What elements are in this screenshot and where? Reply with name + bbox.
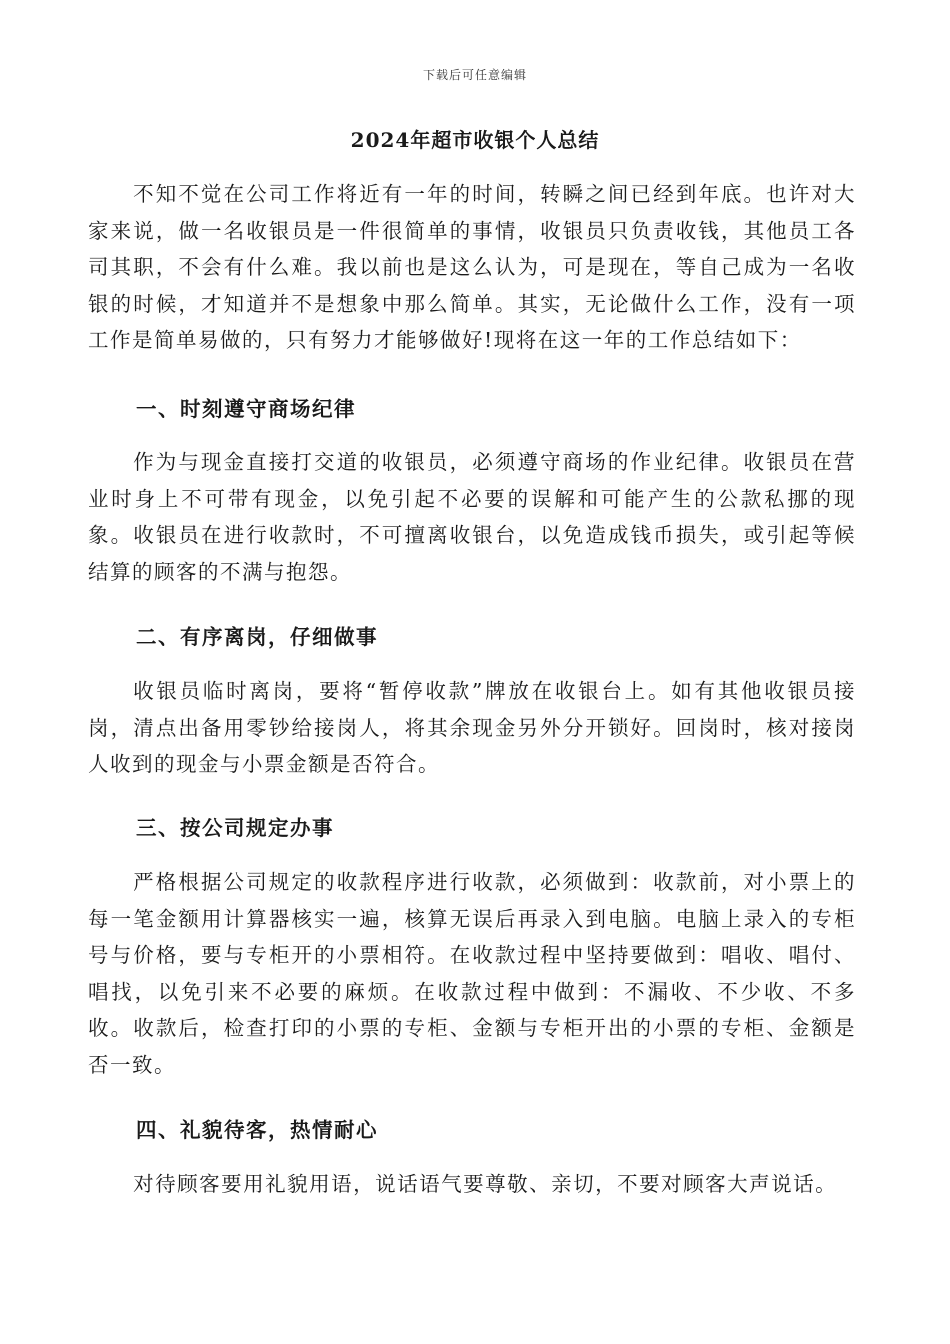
section-1-heading: 一、时刻遵守商场纪律 bbox=[136, 397, 356, 421]
intro-paragraph: 不知不觉在公司工作将近有一年的时间，转瞬之间已经到年底。也许对大家来说，做一名收银员是一件很简单的事情，收银员只负责收钱，其他员工各司其职，不会有什么难。我以前也是这么认为，可是现在，等自己成为一名收银的时候，才知道并不是想象中那么简单。其实，无论做什么工作，没有一项工作是简单易做的，只有努力才能够做好!现将在这一年的工作总结如下： bbox=[88, 182, 856, 353]
section-4-block bbox=[88, 1166, 856, 1203]
intro-paragraph-block bbox=[88, 176, 856, 359]
section-2-paragraph: 收银员临时离岗，要将“暂停收款”牌放在收银台上。如有其他收银员接岗，清点出备用零钞给接岗人，将其余现金另外分开锁好。回岗时，核对接岗人收到的现金与小票金额是否符合。 bbox=[88, 679, 856, 777]
section-1-paragraph: 作为与现金直接打交道的收银员，必须遵守商场的作业纪律。收银员在营业时身上不可带有现金，以免引起不必要的误解和可能产生的公款私挪的现象。收银员在进行收款时，不可擅离收银台，以免造成钱币损失，或引起等候结算的顾客的不满与抱怨。 bbox=[88, 450, 856, 584]
section-3-heading: 三、按公司规定办事 bbox=[136, 816, 334, 840]
section-3-paragraph: 严格根据公司规定的收款程序进行收款，必须做到：收款前，对小票上的每一笔金额用计算器核实一遍，核算无误后再录入到电脑。电脑上录入的专柜号与价格，要与专柜开的小票相符。在收款过程中坚持要做到：唱收、唱付、唱找，以免引来不必要的麻烦。在收款过程中做到：不漏收、不少收、不多收。收款后，检查打印的小票的专柜、金额与专柜开出的小票的专柜、金额是否一致。 bbox=[88, 870, 856, 1077]
section-2-block bbox=[88, 673, 856, 783]
header-note: 下载后可任意编辑 bbox=[422, 68, 527, 82]
section-1-block bbox=[88, 444, 856, 590]
document-title: 2024年超市收银个人总结 bbox=[350, 128, 600, 152]
section-4-paragraph: 对待顾客要用礼貌用语，说话语气要尊敬、亲切，不要对顾客大声说话。 bbox=[133, 1172, 838, 1196]
section-4-heading: 四、礼貌待客，热情耐心 bbox=[136, 1118, 378, 1142]
section-3-block bbox=[88, 864, 856, 1084]
section-2-heading: 二、有序离岗，仔细做事 bbox=[136, 625, 378, 649]
